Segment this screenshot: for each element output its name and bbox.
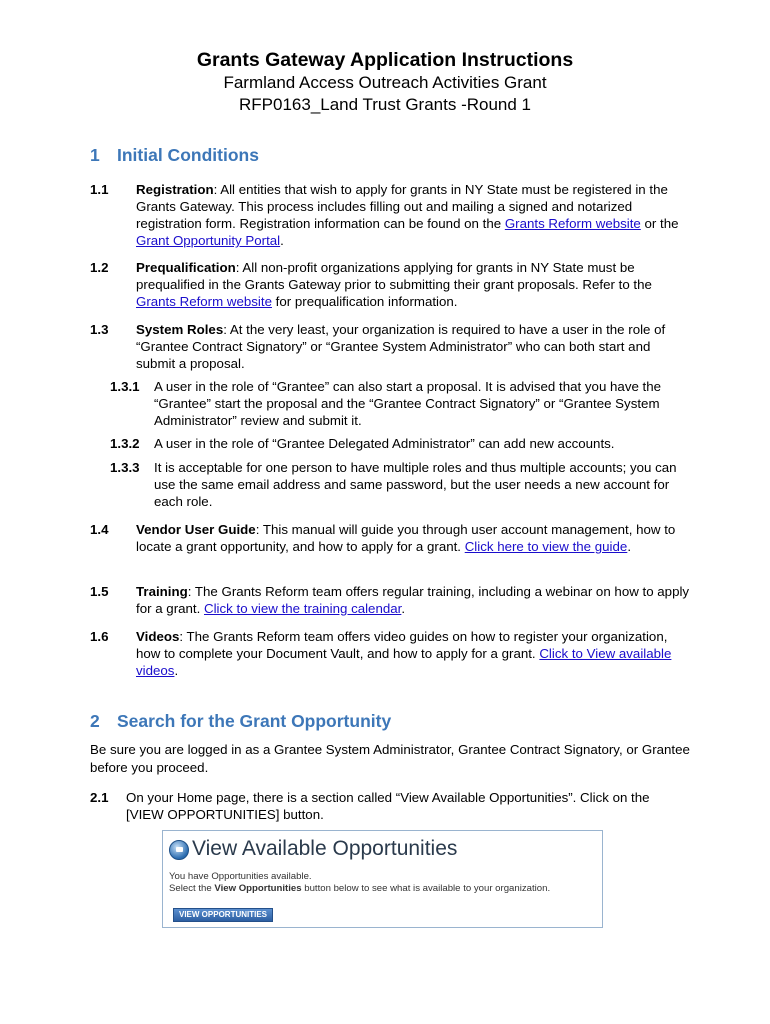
section-intro: Be sure you are logged in as a Grantee System Administrator, Grantee Contract Signatory, or Grantee before you proceed. (90, 742, 690, 775)
title-block (0, 48, 770, 116)
item-number: 1.6 (90, 629, 109, 644)
subitem-text: A user in the role of “Grantee” can also start a proposal. It is advised that you have the “Grantee” start the proposal and the “Grantee Contract Signatory” or “Grantee System Administrator” review and submit it. (154, 379, 662, 428)
grants-reform-website-link[interactable]: Grants Reform website (136, 294, 272, 309)
section-number: 2 (90, 711, 100, 731)
item-body (136, 583, 690, 617)
item-text-end: . (627, 539, 632, 554)
page-subtitle-rfp: RFP0163_Land Trust Grants -Round 1 (239, 95, 531, 114)
item-number: 1.5 (90, 584, 109, 599)
page-title: Grants Gateway Application Instructions (196, 49, 574, 71)
item-number: 1.3 (90, 322, 109, 337)
item-number: 1.4 (90, 522, 109, 537)
item-body (136, 181, 690, 249)
item-text-mid: or the (640, 216, 679, 231)
item-number: 1.2 (90, 260, 109, 275)
section-number: 1 (90, 145, 100, 165)
screenshot-title: View Available Opportunities (192, 837, 458, 860)
item-text-end: for prequalification information. (271, 294, 458, 309)
item-label: Videos (136, 629, 180, 644)
view-opportunities-screenshot (162, 830, 603, 928)
grants-reform-website-link[interactable]: Grants Reform website (504, 216, 641, 231)
item-text: : At the very least, your organization is required to have a user in the role of “Grantee Contract Signatory” or “Grantee System Administrator” who can both start and submit a proposal. (136, 322, 666, 371)
subitem-text: A user in the role of “Grantee Delegated Administrator” can add new accounts. (154, 436, 615, 451)
item-text-end: . (280, 233, 284, 248)
item-body (136, 259, 690, 310)
subitem-grantee-role (110, 378, 690, 429)
subitem-text: It is acceptable for one person to have multiple roles and thus multiple accounts; you can use the same email address and same password, but the user needs a new account for each role. (154, 460, 677, 509)
item-text: : All non-profit organizations applying for grants in NY State must be prequalified in the Grants Gateway prior to submitting their grant proposals. Refer to the (136, 260, 652, 292)
training-calendar-link[interactable]: Click to view the training calendar (204, 601, 402, 616)
view-guide-link[interactable]: Click here to view the guide (464, 539, 628, 554)
view-opportunities-button[interactable]: VIEW OPPORTUNITIES (173, 908, 273, 922)
item-text-end: . (401, 601, 406, 616)
subitem-multiple-roles (110, 459, 690, 510)
available-videos-link[interactable]: Click to View available videos (136, 646, 672, 678)
item-label: Prequalification (136, 260, 236, 275)
item-text: : The Grants Reform team offers video guides on how to register your organization, how to complete your Document Vault, and how to apply for a grant. (136, 629, 668, 661)
item-body (136, 521, 690, 555)
screenshot-line-2-post: button below to see what is available to your organization. (301, 883, 551, 894)
item-text: : All entities that wish to apply for grants in NY State must be registered in the Grants Gateway. This process includes filling out and mailing a signed and notarized registration form. Registration information can be found on the (136, 182, 668, 231)
item-training (90, 583, 690, 617)
page-subtitle-grant: Farmland Access Outreach Activities Grant (223, 73, 547, 92)
section-title: Initial Conditions (117, 145, 259, 165)
item-prequalification (90, 259, 690, 310)
screenshot-line-2-pre: Select the (169, 883, 215, 894)
item-body (136, 628, 690, 679)
grant-opportunity-portal-link[interactable]: Grant Opportunity Portal (136, 233, 281, 248)
screenshot-line-2-bold: View Opportunities (214, 883, 302, 894)
item-text-end: . (174, 663, 179, 678)
section-title: Search for the Grant Opportunity (117, 711, 392, 731)
item-label: Registration (136, 182, 214, 197)
item-label: Training (136, 584, 188, 599)
subitem-number: 1.3.1 (110, 379, 140, 394)
item-videos (90, 628, 690, 679)
item-label: System Roles (136, 322, 224, 337)
item-home-page (90, 789, 690, 823)
item-number: 1.1 (90, 182, 109, 197)
item-body (136, 321, 690, 372)
item-text: : The Grants Reform team offers regular training, including a webinar on how to apply for a grant. (136, 584, 690, 616)
subitem-number: 1.3.3 (110, 460, 140, 475)
section-heading-search (90, 711, 391, 732)
item-number: 2.1 (90, 790, 109, 805)
opportunities-icon (169, 840, 189, 860)
screenshot-line-1: You have Opportunities available. (169, 871, 312, 882)
item-system-roles (90, 321, 690, 372)
subitem-delegated-admin (110, 435, 690, 452)
item-vendor-user-guide (90, 521, 690, 555)
item-text: : This manual will guide you through user account management, how to locate a grant opportunity, and how to apply for a grant. (136, 522, 676, 554)
item-label: Vendor User Guide (136, 522, 256, 537)
item-registration (90, 181, 690, 249)
screenshot-line-2 (169, 883, 550, 894)
section-heading-initial-conditions (90, 145, 259, 166)
subitem-number: 1.3.2 (110, 436, 140, 451)
item-text: On your Home page, there is a section called “View Available Opportunities”. Click on the [VIEW OPPORTUNITIES] button. (126, 790, 650, 822)
